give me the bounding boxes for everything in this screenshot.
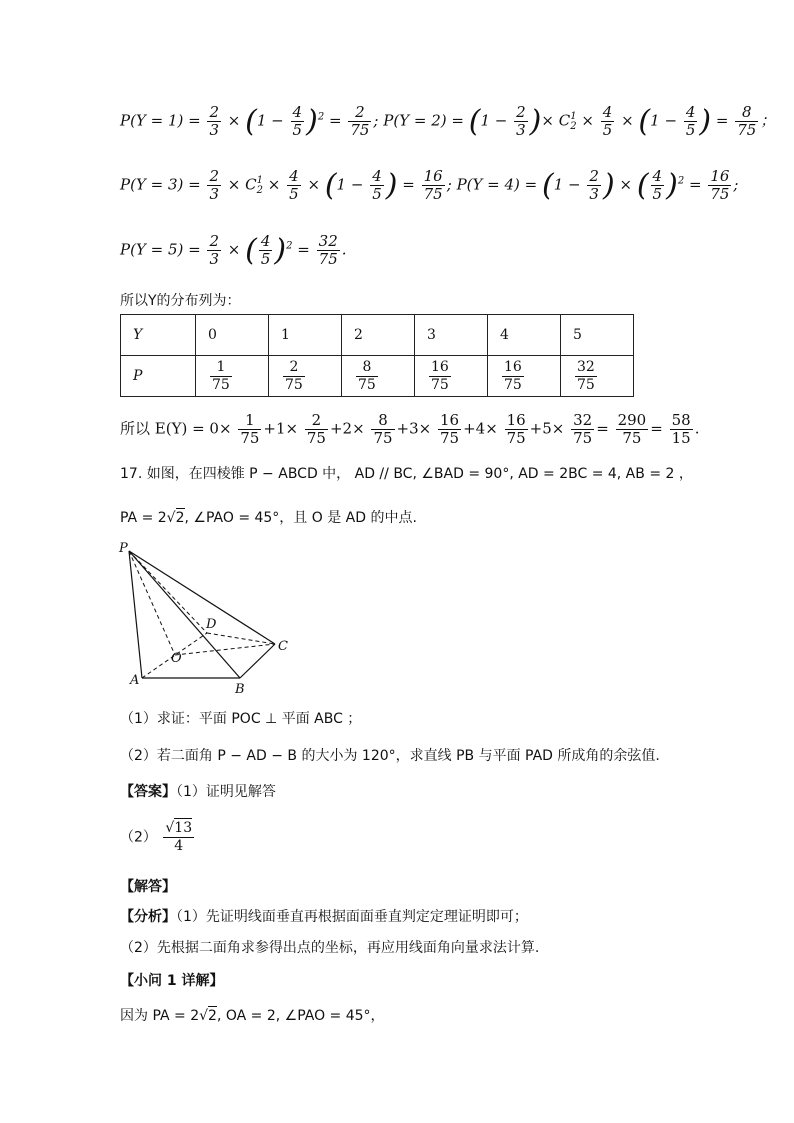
fraction: $\frac{2}{75}$ [350, 103, 370, 139]
solution-tag: 【解答】 [120, 879, 176, 895]
analysis-line-1: 【分析】（1）先证明线面垂直再根据面面垂直判定定理证明即可； [120, 909, 528, 925]
answer-line-1: 【答案】（1）证明见解答 [120, 784, 276, 800]
solution-line-1: 因为 PA = 2√2, OA = 2, ∠PAO = 45°， [120, 1008, 385, 1024]
text: P(Y = 1) = [120, 111, 201, 130]
text: = [328, 111, 342, 130]
table-cell: 4 [488, 315, 561, 356]
table-cell: 5 [561, 315, 634, 356]
fraction: $\frac{8}{75}$ [737, 103, 757, 139]
table-cell: $\frac{16}{75}$ [488, 356, 561, 397]
subquestion-1-tag: 【小问 1 详解】 [120, 973, 224, 989]
label-A: A [130, 673, 140, 688]
edge-OC [175, 644, 275, 655]
edge-PD [129, 551, 207, 633]
edge-BC [240, 644, 275, 678]
table-cell: 1 [269, 315, 342, 356]
fraction: $\frac{4}{5}$ [685, 103, 696, 139]
fraction: $\frac{4}{5}$ [292, 103, 303, 139]
prob-line-1: P(Y = 1) = $\frac{2}{3}$ × (1 − $\frac{4}{5}$ )$^2$ = $\frac{2}{75}$ ; P(Y = 2) = (1 − $\frac{2}{3}$ )× C 1 2 × $\frac{4}{5}$ × (1 − $\frac{4}{5}$ ) = $\frac{8}{75}$ ； [120, 103, 776, 139]
question-2: （2）若二面角 P − AD − B 的大小为 120°，求直线 PB 与平面 PAD 所成角的余弦值. [120, 748, 660, 764]
prob-line-2: P(Y = 3) = $\frac{2}{3}$ × C 1 2 × $\frac{4}{5}$ × (1 − $\frac{4}{5}$ ) = $\frac{16}{75}$ ; P(Y = 4) = (1 − $\frac{2}{3}$ ) × ( $\frac{4}{5}$ )$^2$ = $\frac{16}{75}$ ; [120, 167, 739, 203]
table-row [121, 356, 634, 397]
table-cell: $\frac{8}{75}$ [342, 356, 415, 397]
dist-intro: 所以Y的分布列为： [120, 293, 241, 309]
fraction: $\frac{2}{3}$ [209, 103, 220, 139]
distribution-table [120, 314, 634, 397]
edge-PA [129, 551, 142, 678]
text: 1 − [256, 111, 284, 130]
edge-DC [207, 633, 275, 644]
edge-PB [129, 551, 240, 678]
label-P: P [119, 541, 128, 556]
label-B: B [235, 682, 245, 697]
problem-17-line-1: 17. 如图，在四棱锥 P − ABCD 中， AD // BC, ∠BAD = 90°, AD = 2BC = 4, AB = 2 ， [120, 466, 693, 482]
text: P(Y = 2) = [383, 111, 464, 130]
table-cell: $\frac{16}{75}$ [415, 356, 488, 397]
table-cell: P [121, 356, 196, 397]
table-cell: $\frac{2}{75}$ [269, 356, 342, 397]
fraction: $\frac{2}{3}$ [516, 103, 526, 139]
label-C: C [278, 639, 288, 654]
table-cell: 3 [415, 315, 488, 356]
expectation-line: 所以 E(Y) = 0× $\frac{1}{75}$ +1× $\frac{2}{75}$ +2× $\frac{8}{75}$ +3× $\frac{16}{75}$ +4× $\frac{16}{75}$ +5× $\frac{32}{75}$ = $\frac{290}{75}$ = $\frac{58}{15}$ . [120, 411, 700, 447]
question-1: （1）求证：平面 POC ⊥ 平面 ABC ； [120, 711, 362, 727]
table-cell: $\frac{32}{75}$ [561, 356, 634, 397]
answer-line-2: （2） $\frac{√13}{4}$ [120, 820, 193, 854]
text: × [227, 111, 241, 130]
edge-PC [129, 551, 275, 644]
analysis-line-2: （2）先根据二面角求参得出点的坐标，再应用线面角向量求法计算. [120, 940, 540, 956]
edge-PO [129, 551, 175, 655]
table-cell: $\frac{1}{75}$ [196, 356, 269, 397]
pyramid-figure [115, 538, 305, 698]
label-O: O [171, 651, 182, 666]
problem-17-line-2: PA = 2√2, ∠PAO = 45°，且 O 是 AD 的中点. [120, 510, 417, 526]
table-cell: 0 [196, 315, 269, 356]
table-row [121, 315, 634, 356]
fraction: $\frac{4}{5}$ [602, 103, 613, 139]
table-cell: 2 [342, 315, 415, 356]
table-cell: Y [121, 315, 196, 356]
prob-line-3: P(Y = 5) = $\frac{2}{3}$ × ( $\frac{4}{5}$ )$^2$ = $\frac{32}{75}$ . [120, 232, 347, 268]
label-D: D [206, 617, 217, 632]
